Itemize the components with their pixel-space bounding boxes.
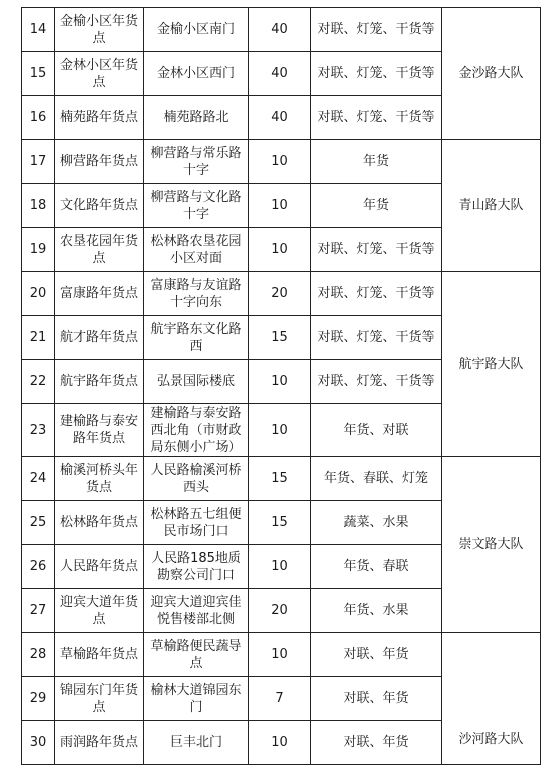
market-name: 金榆小区年货点 <box>55 8 144 52</box>
row-number: 28 <box>22 633 55 677</box>
goods-type: 对联、灯笼、干货等 <box>311 228 442 272</box>
table-row <box>22 633 541 677</box>
stall-count: 10 <box>249 404 311 457</box>
market-location: 建榆路与泰安路西北角（市财政局东侧小广场） <box>144 404 249 457</box>
table-row <box>22 140 541 184</box>
market-location: 航宇路东文化路西 <box>144 316 249 360</box>
team-cell-hangyu: 航宇路大队 <box>442 272 541 457</box>
market-name: 草榆路年货点 <box>55 633 144 677</box>
goods-type: 对联、灯笼、干货等 <box>311 8 442 52</box>
goods-type: 对联、灯笼、干货等 <box>311 96 442 140</box>
stall-count: 15 <box>249 457 311 501</box>
stall-count: 10 <box>249 545 311 589</box>
team-cell-jinsha: 金沙路大队 <box>442 8 541 140</box>
market-name: 楠苑路年货点 <box>55 96 144 140</box>
market-location: 人民路185地质勘察公司门口 <box>144 545 249 589</box>
row-number: 19 <box>22 228 55 272</box>
market-location: 草榆路便民蔬导点 <box>144 633 249 677</box>
goods-type: 年货、春联、灯笼 <box>311 457 442 501</box>
market-name: 人民路年货点 <box>55 545 144 589</box>
market-name: 松林路年货点 <box>55 501 144 545</box>
stall-count: 10 <box>249 721 311 765</box>
stall-count: 20 <box>249 589 311 633</box>
table-row <box>22 457 541 501</box>
stall-count: 10 <box>249 140 311 184</box>
goods-type: 对联、灯笼、干货等 <box>311 316 442 360</box>
market-name: 建榆路与泰安路年货点 <box>55 404 144 457</box>
market-name: 榆溪河桥头年货点 <box>55 457 144 501</box>
goods-type: 对联、年货 <box>311 721 442 765</box>
row-number: 22 <box>22 360 55 404</box>
goods-type: 年货、春联 <box>311 545 442 589</box>
goods-type: 对联、灯笼、干货等 <box>311 360 442 404</box>
team-cell-chongwen: 崇文路大队 <box>442 457 541 633</box>
team-cell-qingshan: 青山路大队 <box>442 140 541 272</box>
goods-type: 对联、灯笼、干货等 <box>311 272 442 316</box>
market-location: 松林路五七组便民市场门口 <box>144 501 249 545</box>
market-location: 金林小区西门 <box>144 52 249 96</box>
table-row <box>22 272 541 316</box>
row-number: 23 <box>22 404 55 457</box>
market-location: 弘景国际楼底 <box>144 360 249 404</box>
new-year-market-table <box>21 7 541 765</box>
goods-type: 年货 <box>311 140 442 184</box>
row-number: 25 <box>22 501 55 545</box>
market-name: 雨润路年货点 <box>55 721 144 765</box>
row-number: 14 <box>22 8 55 52</box>
stall-count: 15 <box>249 316 311 360</box>
market-name: 航宇路年货点 <box>55 360 144 404</box>
document-page <box>21 7 540 765</box>
stall-count: 10 <box>249 184 311 228</box>
row-number: 18 <box>22 184 55 228</box>
goods-type: 对联、灯笼、干货等 <box>311 52 442 96</box>
market-location: 人民路榆溪河桥西头 <box>144 457 249 501</box>
stall-count: 10 <box>249 228 311 272</box>
goods-type: 对联、年货 <box>311 677 442 721</box>
market-location: 迎宾大道迎宾佳悦售楼部北侧 <box>144 589 249 633</box>
row-number: 20 <box>22 272 55 316</box>
stall-count: 7 <box>249 677 311 721</box>
stall-count: 15 <box>249 501 311 545</box>
market-name: 金林小区年货点 <box>55 52 144 96</box>
stall-count: 20 <box>249 272 311 316</box>
stall-count: 10 <box>249 633 311 677</box>
goods-type: 年货 <box>311 184 442 228</box>
row-number: 15 <box>22 52 55 96</box>
table-row <box>22 8 541 52</box>
row-number: 24 <box>22 457 55 501</box>
row-number: 29 <box>22 677 55 721</box>
market-location: 楠苑路路北 <box>144 96 249 140</box>
market-name: 航才路年货点 <box>55 316 144 360</box>
market-name: 文化路年货点 <box>55 184 144 228</box>
stall-count: 40 <box>249 96 311 140</box>
stall-count: 40 <box>249 8 311 52</box>
market-name: 农垦花园年货点 <box>55 228 144 272</box>
market-name: 富康路年货点 <box>55 272 144 316</box>
stall-count: 40 <box>249 52 311 96</box>
market-name: 锦园东门年货点 <box>55 677 144 721</box>
market-location: 松林路农垦花园小区对面 <box>144 228 249 272</box>
goods-type: 年货、对联 <box>311 404 442 457</box>
row-number: 16 <box>22 96 55 140</box>
market-location: 金榆小区南门 <box>144 8 249 52</box>
market-location: 巨丰北门 <box>144 721 249 765</box>
goods-type: 年货、水果 <box>311 589 442 633</box>
stall-count: 10 <box>249 360 311 404</box>
row-number: 17 <box>22 140 55 184</box>
team-cell-shahe: 沙河路大队 <box>442 633 541 765</box>
row-number: 26 <box>22 545 55 589</box>
market-name: 柳营路年货点 <box>55 140 144 184</box>
row-number: 27 <box>22 589 55 633</box>
market-location: 富康路与友谊路十字向东 <box>144 272 249 316</box>
market-location: 柳营路与常乐路十字 <box>144 140 249 184</box>
row-number: 30 <box>22 721 55 765</box>
goods-type: 蔬菜、水果 <box>311 501 442 545</box>
goods-type: 对联、年货 <box>311 633 442 677</box>
market-name: 迎宾大道年货点 <box>55 589 144 633</box>
market-location: 榆林大道锦园东门 <box>144 677 249 721</box>
row-number: 21 <box>22 316 55 360</box>
market-location: 柳营路与文化路十字 <box>144 184 249 228</box>
